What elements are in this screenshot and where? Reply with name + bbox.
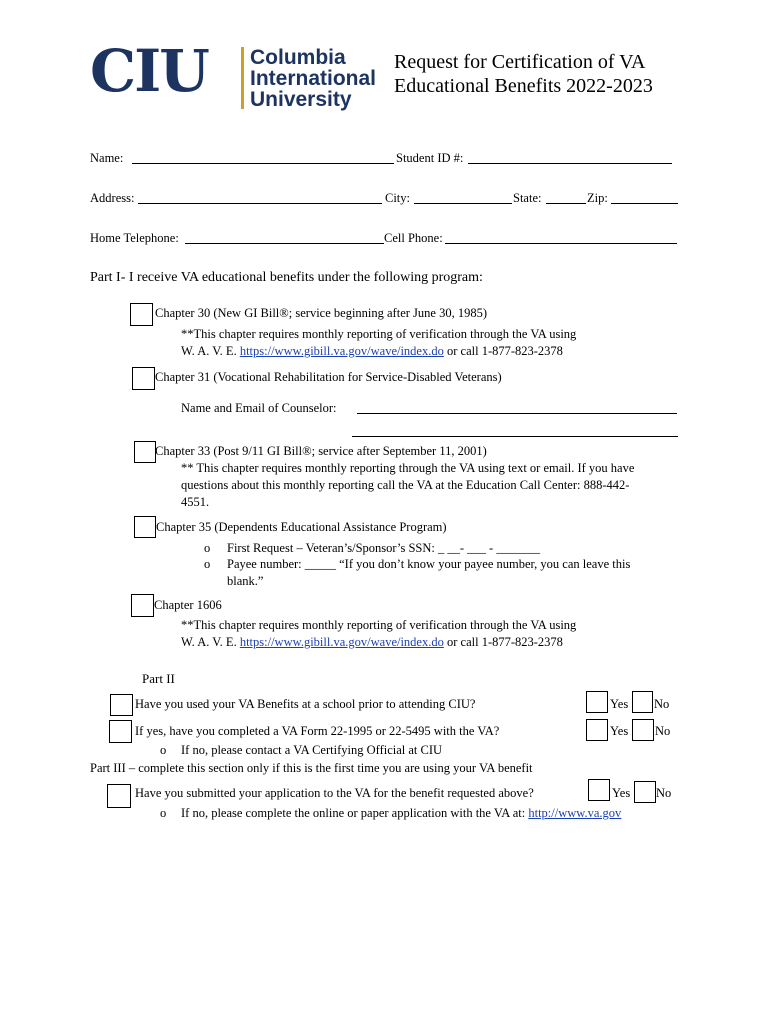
- sponsor-ssn-line: First Request – Veteran’s/Sponsor’s SSN: _ __- ___ - _______: [227, 541, 541, 555]
- wave-text: W. A. V. E.: [181, 635, 237, 649]
- city-label: City:: [385, 191, 411, 205]
- chapter30-checkbox[interactable]: [130, 303, 153, 326]
- application-note: [181, 806, 621, 821]
- prior-school-question: Have you used your VA Benefits at a school prior to attending CIU?: [135, 697, 476, 711]
- chapter31-label: Chapter 31 (Vocational Rehabilitation for Service-Disabled Veterans): [155, 370, 502, 384]
- chapter30-note: **This chapter requires monthly reporting of verification through the VA using: [181, 327, 577, 341]
- chapter33-note-line3: 4551.: [181, 495, 210, 509]
- counselor-field-line2[interactable]: [352, 436, 678, 437]
- va-form-no-checkbox[interactable]: [632, 719, 654, 741]
- student-id-label: Student ID #:: [396, 151, 464, 165]
- application-yes-checkbox[interactable]: [588, 779, 610, 801]
- prior-school-no-checkbox[interactable]: [632, 691, 653, 713]
- cell-phone-label: Cell Phone:: [384, 231, 443, 245]
- chapter33-note-line2: questions about this monthly reporting call the VA at the Education Call Center: 888-442-: [181, 478, 630, 492]
- chapter33-note: ** This chapter requires monthly reporting through the VA using text or email. If you have: [181, 461, 635, 475]
- part2-heading: Part II: [142, 671, 175, 686]
- bullet: o: [204, 541, 211, 555]
- chapter33-label: Chapter 33 (Post 9/11 GI Bill®; service after September 11, 2001): [155, 444, 487, 458]
- yes-label: Yes: [610, 697, 629, 711]
- ciu-logo-letters: CIU: [90, 37, 208, 105]
- chapter1606-label: Chapter 1606: [154, 598, 222, 612]
- part3-heading: Part III – complete this section only if this is the first time you are using your VA benefit: [90, 761, 533, 775]
- no-label: No: [654, 697, 670, 711]
- student-id-field[interactable]: [468, 163, 672, 164]
- counselor-field[interactable]: [357, 413, 677, 414]
- va-form-yes-checkbox[interactable]: [586, 719, 608, 741]
- prior-school-checkbox[interactable]: [110, 694, 133, 716]
- gibill-wave-link[interactable]: https://www.gibill.va.gov/wave/index.do: [239, 635, 444, 649]
- chapter35-label: Chapter 35 (Dependents Educational Assistance Program): [156, 520, 447, 534]
- bullet: o: [160, 743, 167, 757]
- city-field[interactable]: [414, 203, 512, 204]
- no-label: No: [656, 786, 672, 800]
- yes-label: Yes: [612, 786, 631, 800]
- form-title-line-2: Educational Benefits 2022-2023: [394, 75, 653, 97]
- home-phone-field[interactable]: [185, 243, 384, 244]
- chapter35-checkbox[interactable]: [134, 516, 156, 538]
- chapter31-checkbox[interactable]: [132, 367, 155, 390]
- name-field[interactable]: [132, 163, 394, 164]
- application-no-checkbox[interactable]: [634, 781, 656, 803]
- name-label: Name:: [90, 151, 124, 165]
- va-form-question: If yes, have you completed a VA Form 22-1995 or 22-5495 with the VA?: [135, 724, 500, 738]
- certifying-official-note: If no, please contact a VA Certifying Official at CIU: [181, 743, 443, 757]
- counselor-label: Name and Email of Counselor:: [181, 401, 337, 415]
- cell-phone-field[interactable]: [445, 243, 677, 244]
- logo-line-3: University: [250, 88, 352, 111]
- application-question: Have you submitted your application to the VA for the benefit requested above?: [135, 786, 534, 800]
- va-form-checkbox[interactable]: [109, 720, 132, 743]
- chapter1606-note-line2: [181, 635, 563, 650]
- logo-line-1: Columbia: [250, 46, 346, 69]
- va-gov-link[interactable]: http://www.va.gov: [528, 806, 622, 820]
- bullet: o: [204, 557, 211, 571]
- part1-heading: Part I- I receive VA educational benefits under the following program:: [90, 270, 483, 285]
- home-phone-label: Home Telephone:: [90, 231, 179, 245]
- yes-label: Yes: [610, 724, 629, 738]
- state-label: State:: [513, 191, 542, 205]
- wave-text: W. A. V. E.: [181, 344, 237, 358]
- logo-line-2: International: [250, 67, 377, 90]
- chapter1606-note: **This chapter requires monthly reporting of verification through the VA using: [181, 618, 577, 632]
- prior-school-yes-checkbox[interactable]: [586, 691, 608, 713]
- chapter33-checkbox[interactable]: [134, 441, 156, 463]
- zip-label: Zip:: [587, 191, 608, 205]
- phone-text: or call 1-877-823-2378: [446, 344, 563, 358]
- form-title-line-1: Request for Certification of VA: [394, 51, 646, 73]
- phone-text: or call 1-877-823-2378: [446, 635, 563, 649]
- address-label: Address:: [90, 191, 135, 205]
- payee-number-line-cont: blank.”: [227, 574, 264, 588]
- bullet: o: [160, 806, 167, 820]
- payee-number-line: Payee number: _____ “If you don’t know your payee number, you can leave this: [227, 557, 631, 571]
- application-submitted-checkbox[interactable]: [107, 784, 131, 808]
- chapter30-label: Chapter 30 (New GI Bill®; service beginning after June 30, 1985): [155, 306, 487, 320]
- chapter1606-checkbox[interactable]: [131, 594, 154, 617]
- logo-divider: [241, 47, 244, 109]
- chapter30-note-line2: [181, 344, 563, 359]
- application-note-text: If no, please complete the online or paper application with the VA at:: [181, 806, 526, 820]
- address-field[interactable]: [138, 203, 382, 204]
- state-field[interactable]: [546, 203, 586, 204]
- no-label: No: [655, 724, 671, 738]
- zip-field[interactable]: [611, 203, 678, 204]
- gibill-wave-link[interactable]: https://www.gibill.va.gov/wave/index.do: [239, 344, 444, 358]
